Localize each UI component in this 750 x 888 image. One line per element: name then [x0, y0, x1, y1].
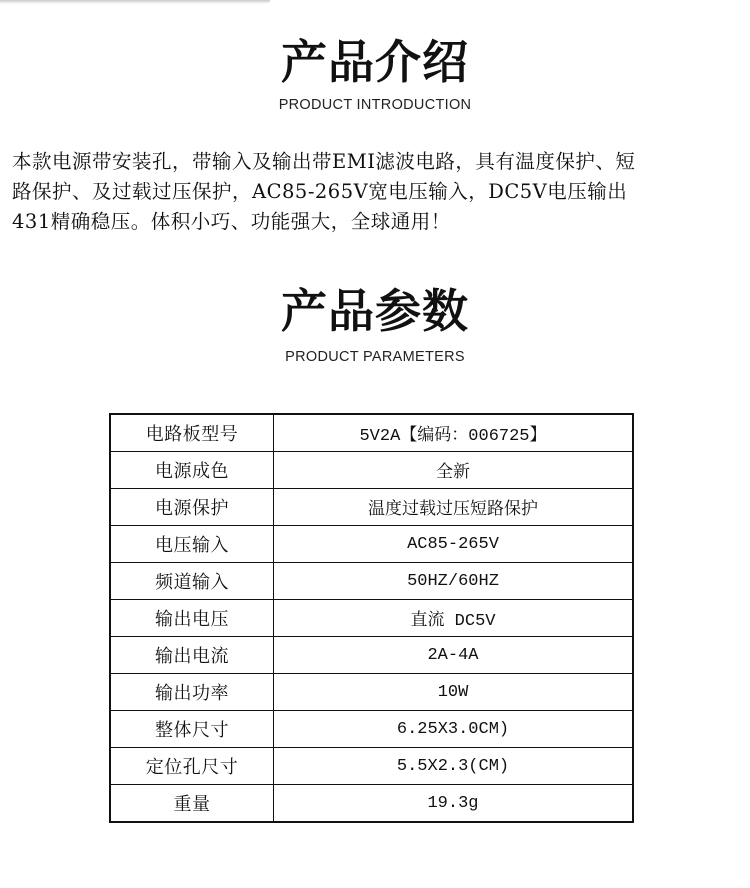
- table-row: [110, 674, 633, 711]
- param-value: 2A-4A: [274, 637, 634, 674]
- param-value: 6.25X3.0CM): [274, 711, 634, 748]
- table-row: [110, 452, 633, 489]
- param-key: 输出电流: [110, 637, 274, 674]
- table-row: [110, 711, 633, 748]
- param-key: 电源保护: [110, 489, 274, 526]
- param-key: 电源成色: [110, 452, 274, 489]
- table-row: [110, 563, 633, 600]
- param-key: 重量: [110, 785, 274, 823]
- table-row: [110, 600, 633, 637]
- param-key: 输出电压: [110, 600, 274, 637]
- param-value: 5V2A【编码：006725】: [274, 414, 634, 452]
- parameters-table: [109, 413, 634, 823]
- intro-line: 431精确稳压。体积小巧、功能强大，全球通用！: [12, 210, 451, 233]
- param-key: 定位孔尺寸: [110, 748, 274, 785]
- table-row: [110, 526, 633, 563]
- param-value: 温度过载过压短路保护: [274, 489, 634, 526]
- top-shadow-divider: [0, 0, 270, 4]
- table-row: [110, 414, 633, 452]
- param-key: 频道输入: [110, 563, 274, 600]
- intro-line: 本款电源带安装孔，带输入及输出带EMI滤波电路，具有温度保护、短: [12, 150, 636, 173]
- table-row: [110, 489, 633, 526]
- intro-line: 路保护、及过载过压保护，AC85-265V宽电压输入，DC5V电压输出: [12, 180, 628, 203]
- table-row: [110, 637, 633, 674]
- param-key: 电压输入: [110, 526, 274, 563]
- params-title: 产品参数: [281, 284, 469, 338]
- intro-subtitle: PRODUCT INTRODUCTION: [278, 97, 472, 113]
- param-key: 输出功率: [110, 674, 274, 711]
- param-value: 5.5X2.3(CM): [274, 748, 634, 785]
- param-value: 10W: [274, 674, 634, 711]
- param-key: 整体尺寸: [110, 711, 274, 748]
- table-row: [110, 748, 633, 785]
- table-row: [110, 785, 633, 823]
- intro-paragraph: [12, 147, 750, 237]
- params-subtitle: PRODUCT PARAMETERS: [285, 349, 465, 365]
- param-value: 50HZ/60HZ: [274, 563, 634, 600]
- param-value: 直流 DC5V: [274, 600, 634, 637]
- param-key: 电路板型号: [110, 414, 274, 452]
- intro-title: 产品介绍: [281, 35, 469, 89]
- param-value: 全新: [274, 452, 634, 489]
- param-value: 19.3g: [274, 785, 634, 823]
- param-value: AC85-265V: [274, 526, 634, 563]
